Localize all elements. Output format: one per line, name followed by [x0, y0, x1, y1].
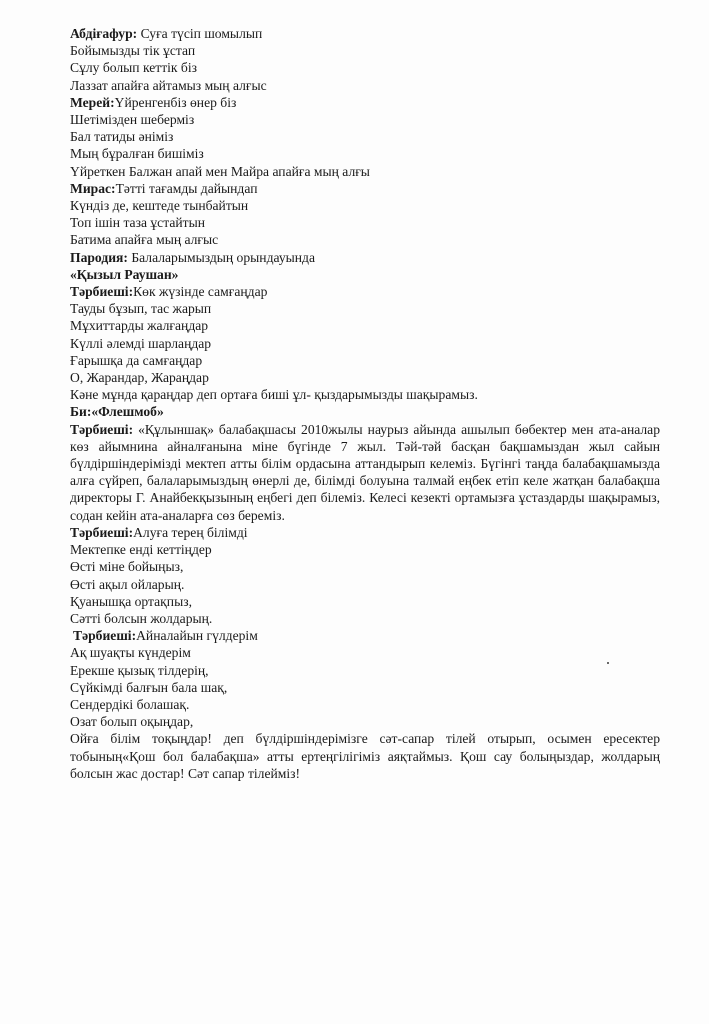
speaker-text: Үйренгенбіз өнер біз	[114, 94, 237, 110]
speaker-paragraph	[70, 421, 660, 524]
speaker-text: Айналайын гүлдерім	[136, 628, 258, 644]
verse-line: Үйреткен Балжан апай мен Майра апайға мың алғы	[70, 163, 370, 179]
verse-line: Сендердікі болашақ.	[70, 696, 190, 712]
verse-line: Сүйкімді балғын бала шақ,	[70, 679, 228, 695]
speaker-text: Алуға терең білімді	[133, 524, 248, 540]
verse-line: Лаззат апайға айтамыз мың алғыс	[70, 77, 267, 93]
verse-line: Топ ішін таза ұстайтын	[70, 215, 205, 231]
speaker-line	[70, 25, 660, 42]
verse-line: О, Жарандар, Жараңдар	[70, 370, 209, 386]
verse-line: Күндіз де, кештеде тынбайтын	[70, 198, 249, 214]
speaker-name: Мерей:	[70, 94, 115, 110]
speaker-name: Пародия:	[70, 249, 128, 265]
verse-line: Сұлу болып кеттік біз	[70, 60, 197, 76]
verse-line: Өсті ақыл ойларың.	[70, 576, 185, 592]
speaker-name: Тәрбиеші:	[70, 284, 134, 300]
verse-line: Мұхиттарды жалғаңдар	[70, 318, 209, 334]
speaker-line	[70, 180, 660, 197]
verse-line: Озат болып оқыңдар,	[70, 714, 194, 730]
speaker-name: Тәрбиеші:	[70, 421, 134, 437]
verse-line: Мың бұралған бишіміз	[70, 146, 204, 162]
scan-speck	[607, 662, 609, 664]
verse-line: Бойымызды тік ұстап	[70, 43, 196, 59]
speaker-line	[70, 249, 660, 266]
verse-line: Шетімізден шеберміз	[70, 112, 195, 128]
verse-line: Күллі әлемді шарлаңдар	[70, 335, 212, 351]
verse-line: Ғарышқа да самғаңдар	[70, 352, 203, 368]
speaker-line	[70, 524, 660, 541]
speaker-name: Тәрбиеші:	[73, 628, 137, 644]
closing-paragraph: Ойға білім тоқыңдар! деп бүлдіршіндерімізге сәт-сапар тілей отырып, осымен ересектер тобының«Қош бол балабақша» атты ертеңгілігіміз аяқтаймыз. Қош сау болыңыздар, жолдарың болсын жас достар! Сәт сапар тілейміз!	[70, 731, 660, 781]
verse-line: Бал татиды әніміз	[70, 129, 174, 145]
speaker-line	[70, 283, 660, 300]
verse-line: Кәне мұнда қараңдар деп ортаға биші ұл- қыздарымызды шақырамыз.	[70, 387, 478, 403]
song-title: «Қызыл Раушан»	[70, 266, 179, 282]
verse-line: Өсті міне бойыңыз,	[70, 559, 184, 575]
verse-line: Мектепке енді кеттіңдер	[70, 542, 212, 558]
verse-line: Батима апайға мың алғыс	[70, 232, 219, 248]
dance-heading: Би:«Флешмоб»	[70, 404, 164, 420]
verse-line: Қуанышқа ортақпыз,	[70, 593, 192, 609]
speaker-name: Абдіғафур:	[70, 26, 138, 41]
verse-line: Сәтті болсын жолдарың.	[70, 610, 213, 626]
speaker-name: Тәрбиеші:	[70, 524, 134, 540]
verse-line: Ақ шуақты күндерім	[70, 645, 191, 661]
verse-line: Тауды бұзып, тас жарып	[70, 301, 212, 317]
speaker-line	[70, 627, 660, 644]
speaker-text: Тәтті тағамды дайындап	[115, 180, 258, 196]
speaker-text: Суға түсіп шомылып	[137, 26, 263, 41]
document-body	[70, 25, 660, 782]
speaker-name: Мирас:	[70, 180, 116, 196]
speaker-text: Балаларымыздың орындауында	[127, 249, 315, 265]
speaker-line	[70, 94, 660, 111]
speaker-text: Көк жүзінде самғаңдар	[133, 284, 268, 300]
verse-line: Ерекше қызық тілдерің,	[70, 662, 209, 678]
paragraph-text: «Құлыншақ» балабақшасы 2010жылы наурыз айында ашылып бөбектер мен ата-аналар көз айымнина айналғанына міне бүгінде 7 жыл. Тәй-тәй басқан бақшамыздан жыл сайын бүлдіршіндерімізді мектеп атты білім ордасына аттандырып келеміз. Бүгінгі таңда балабақшамызда алға сүйреп, балаларымыздың өнерлі де, білімді болуына талмай еңбек етіп келе жатқан балабақша директоры Г. Анайбекқызының еңбегі деп білеміз. Келесі кезекті ортамызға ұстаздарды шақырамыз, содан кейін ата-аналарға сөз береміз.	[70, 421, 660, 523]
